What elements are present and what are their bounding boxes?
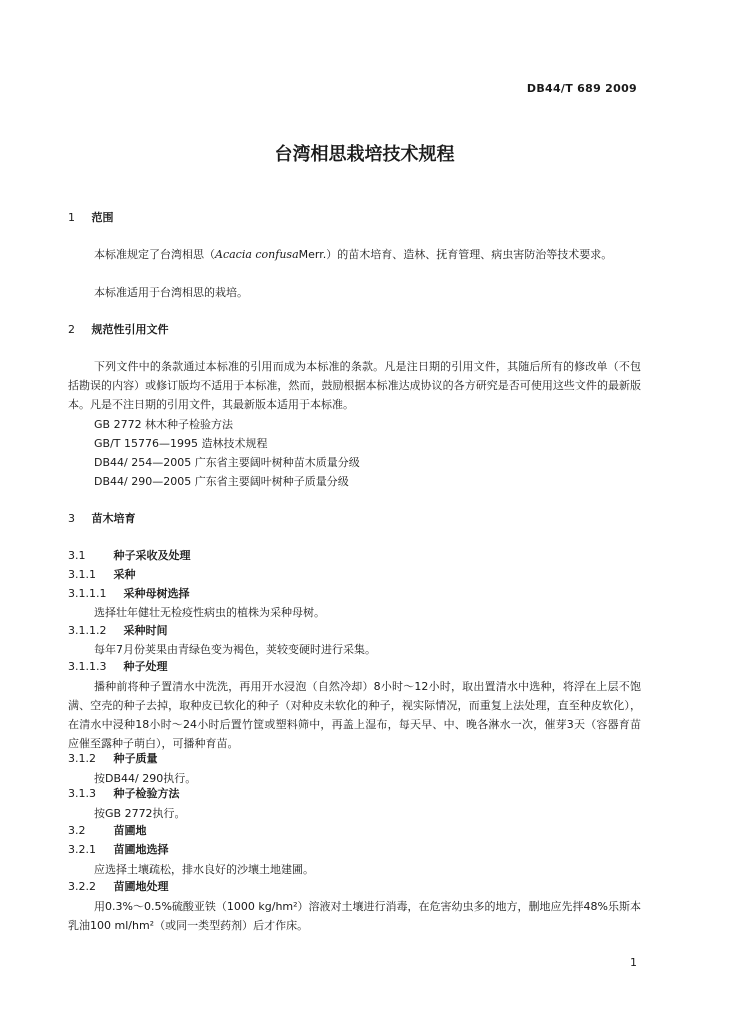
section-title: 种子检验方法 [113,787,180,800]
section-title: 种子质量 [113,752,158,765]
section-3-1-1-2-heading [68,624,168,638]
page-title: 台湾相思栽培技术规程 [274,144,455,165]
reference-item: DB44/ 254—2005 广东省主要阔叶树种苗木质量分级 [94,456,360,469]
section-title: 苗木培育 [91,512,136,525]
section-2-heading [68,323,169,337]
section-number: 3 [68,512,75,525]
section-number: 3.1 [68,549,86,562]
section-3-1-2-text: 按DB44/ 290执行。 [94,772,197,785]
section-title: 采种母树选择 [123,587,190,600]
section-title: 苗圃地选择 [113,843,169,856]
section-3-1-1-1-text: 选择壮年健壮无检疫性病虫的植株为采种母树。 [94,606,325,619]
reference-item: GB/T 15776—1995 造林技术规程 [94,437,268,450]
section-3-2-1-text: 应选择土壤疏松，排水良好的沙壤土地建圃。 [94,863,314,876]
section-3-1-1-2-text: 每年7月份荚果由青绿色变为褐色，荚较变硬时进行采集。 [94,643,376,656]
section-1-heading [68,211,114,225]
reference-item: DB44/ 290—2005 广东省主要阔叶树种子质量分级 [94,475,349,488]
section-3-2-2-heading [68,880,169,894]
section-title: 采种 [113,568,136,581]
section-number: 3.2.2 [68,880,96,893]
section-number: 3.1.3 [68,787,96,800]
section-3-1-1-1-heading [68,587,190,601]
section-3-1-2-heading [68,752,158,766]
section-number: 3.1.1.2 [68,624,107,637]
section-title: 规范性引用文件 [91,323,169,336]
section-title: 种子采收及处理 [113,549,191,562]
section-3-1-heading [68,549,191,563]
section-3-1-1-3-heading [68,660,168,674]
section-3-1-3-heading [68,787,180,801]
section-number: 3.1.1.1 [68,587,107,600]
text-run: 本标准规定了台湾相思（ [94,248,215,261]
section-3-heading [68,512,136,526]
section-title: 苗圃地处理 [113,880,169,893]
section-number: 3.2 [68,824,86,837]
section-title: 范围 [91,211,114,224]
section-number: 3.2.1 [68,843,96,856]
standard-code: DB44/T 689 2009 [526,82,637,95]
section-number: 2 [68,323,75,336]
text-run: Merr.）的苗木培育、造林、抚育管理、病虫害防治等技术要求。 [298,248,613,261]
section-number: 3.1.1.3 [68,660,107,673]
section-3-1-3-text: 按GB 2772执行。 [94,807,186,820]
section-3-2-heading [68,824,147,838]
section-number: 3.1.1 [68,568,96,581]
section-3-1-1-3-text: 播种前将种子置清水中洗洗，再用开水浸泡（自然冷却）8小时～12小时，取出置清水中选种，将浮在上层不饱满、空壳的种子去掉，取种皮已软化的种子（对种皮未软化的种子，视实际情况，而重复上法处理，直至种皮软化），在清水中浸种18小时～24小时后置竹筐或塑料筛中，再盖上湿布，每天早、中、晚各淋水一次，催芽3天（容器育苗应催至露种子萌白），可播种育苗。 [68,680,641,750]
section-title: 苗圃地 [113,824,147,837]
section-title: 采种时间 [123,624,168,637]
section-title: 种子处理 [123,660,168,673]
section-number: 3.1.2 [68,752,96,765]
section-1-paragraph-2: 本标准适用于台湾相思的栽培。 [94,286,248,299]
reference-item: GB 2772 林木种子检验方法 [94,418,234,431]
section-3-2-2-text: 用0.3%～0.5%硫酸亚铁（1000 kg/hm²）溶液对土壤进行消毒，在危害幼虫多的地方，删地应先拌48%乐斯本乳油100 ml/hm²（或同一类型药剂）后才作床。 [68,900,641,932]
section-3-1-1-heading [68,568,136,582]
latin-name: Acacia confusa [215,248,299,261]
section-2-paragraph-1: 下列文件中的条款通过本标准的引用而成为本标准的条款。凡是注日期的引用文件，其随后所有的修改单（不包括勘误的内容）或修订版均不适用于本标准，然而，鼓励根据本标准达成协议的各方研究是否可使用这些文件的最新版本。凡是不注日期的引用文件，其最新版本适用于本标准。 [68,360,641,411]
page-number: 1 [630,956,637,969]
section-number: 1 [68,211,75,224]
section-3-2-1-heading [68,843,169,857]
section-1-paragraph-1 [68,245,641,264]
